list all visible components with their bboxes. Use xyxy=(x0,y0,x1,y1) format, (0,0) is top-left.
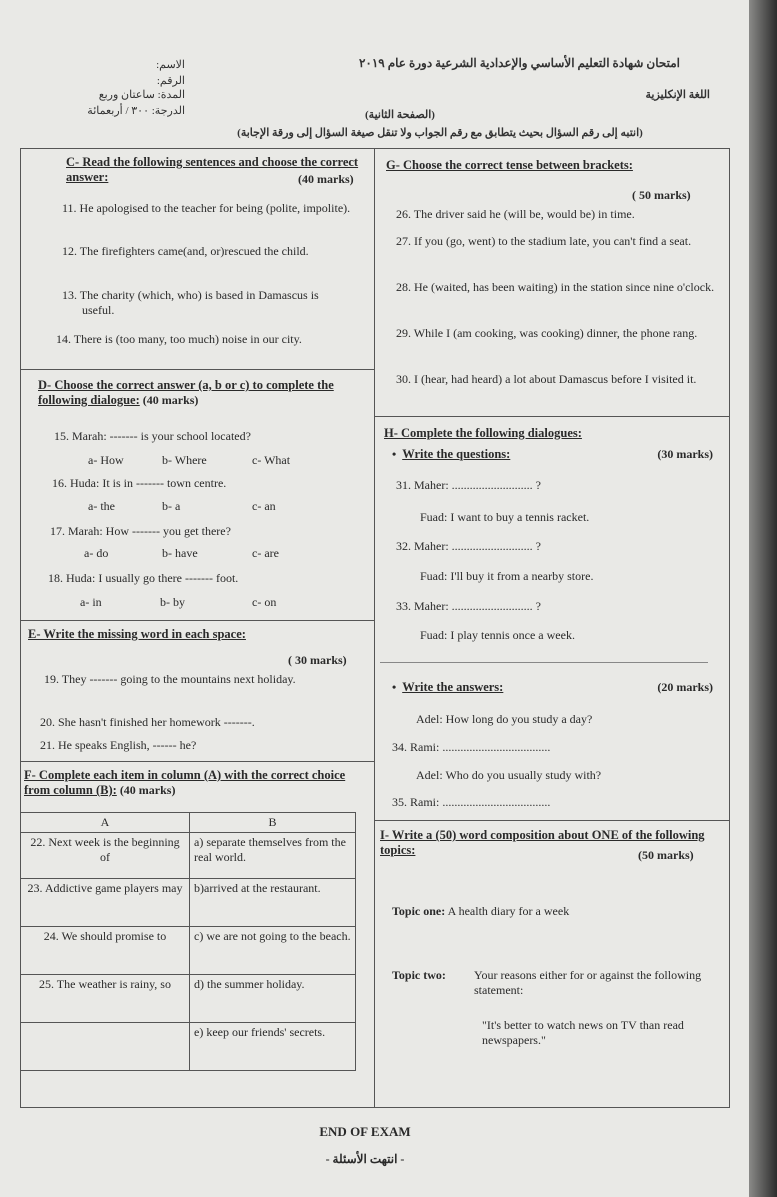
question-12: 12. The firefighters came(and, or)rescued the child. xyxy=(62,244,309,258)
column-a-header: A xyxy=(21,813,190,833)
question-27: 27. If you (go, went) to the stadium late, you can't find a seat. xyxy=(396,234,692,248)
section-g-marks: ( 50 marks) xyxy=(632,188,691,202)
match-b-d: d) the summer holiday. xyxy=(190,975,356,1023)
question-28: 28. He (waited, has been waiting) in the station since nine o'clock. xyxy=(396,280,715,294)
match-b-b: b)arrived at the restaurant. xyxy=(190,879,356,927)
end-of-exam: END OF EXAM xyxy=(319,1124,411,1139)
question-26: 26. The driver said he (will be, would be) in time. xyxy=(396,207,635,221)
q18-option-b: b- by xyxy=(160,595,185,609)
question-11: 11. He apologised to the teacher for being (polite, impolite). xyxy=(62,201,351,215)
section-i-title: I- Write a (50) word composition about ONE of the following topics: xyxy=(380,828,705,857)
mark-label: الدرجة: ٣٠٠ / أربعمائة xyxy=(87,105,185,117)
q15-option-c: c- What xyxy=(252,453,291,467)
match-a-24: 24. We should promise to xyxy=(21,927,190,975)
matching-table xyxy=(20,812,356,1071)
match-a-empty xyxy=(21,1023,190,1071)
question-32: 32. Maher: ........................... ? xyxy=(396,539,541,553)
background-edge xyxy=(749,0,777,1197)
q16-option-b: b- a xyxy=(162,499,181,513)
page-label: (الصفحة الثانية) xyxy=(365,109,435,121)
q16-option-a: a- the xyxy=(88,499,115,513)
number-label: الرقم: xyxy=(156,75,185,87)
answer-31: Fuad: I want to buy a tennis racket. xyxy=(420,510,590,524)
match-b-a: a) separate themselves from the real world. xyxy=(190,833,356,879)
subject-label: اللغة الإنكليزية xyxy=(645,89,710,101)
question-30: 30. I (hear, had heard) a lot about Damascus before I visited it. xyxy=(396,372,697,386)
question-15: 15. Marah: ------- is your school located? xyxy=(54,429,251,443)
q17-option-c: c- are xyxy=(252,546,279,560)
write-answers-label: • Write the answers: (20 marks) xyxy=(392,680,713,694)
q15-option-a: a- How xyxy=(88,453,124,467)
match-a-22: 22. Next week is the beginning of xyxy=(21,833,190,879)
section-h-divider xyxy=(374,416,730,417)
section-c-title: C- Read the following sentences and choose the correct answer: xyxy=(66,155,359,184)
match-a-23: 23. Addictive game players may xyxy=(21,879,190,927)
section-e-title: E- Write the missing word in each space: xyxy=(28,627,246,641)
section-e-marks: ( 30 marks) xyxy=(288,653,347,667)
question-19: 19. They ------- going to the mountains next holiday. xyxy=(44,672,296,686)
duration-label: المدة: ساعتان وربع xyxy=(98,89,185,101)
match-b-c: c) we are not going to the beach. xyxy=(190,927,356,975)
match-a-25: 25. The weather is rainy, so xyxy=(21,975,190,1023)
answer-32: Fuad: I'll buy it from a nearby store. xyxy=(420,569,594,583)
question-33: 33. Maher: ........................... ? xyxy=(396,599,541,613)
q16-option-c: c- an xyxy=(252,499,276,513)
prompt-34: Adel: How long do you study a day? xyxy=(416,712,593,726)
question-13: 13. The charity (which, who) is based in Damascus is useful. xyxy=(62,288,319,317)
question-34: 34. Rami: .................................... xyxy=(392,740,551,754)
section-f-title: F- Complete each item in column (A) with the correct choice from column (B): (40 marks) xyxy=(24,768,346,797)
q15-option-b: b- Where xyxy=(162,453,207,467)
question-18: 18. Huda: I usually go there ------- foot. xyxy=(48,571,239,585)
question-31: 31. Maher: ........................... ? xyxy=(396,478,541,492)
question-21: 21. He speaks English, ------ he? xyxy=(40,738,197,752)
q17-option-a: a- do xyxy=(84,546,109,560)
name-label: الاسم: xyxy=(156,59,185,71)
section-h-title: H- Complete the following dialogues: xyxy=(384,426,582,440)
q17-option-b: b- have xyxy=(162,546,198,560)
q18-option-a: a- in xyxy=(80,595,102,609)
question-35: 35. Rami: .................................... xyxy=(392,795,551,809)
column-b-header: B xyxy=(190,813,356,833)
answer-33: Fuad: I play tennis once a week. xyxy=(420,628,575,642)
instruction-text: (انتبه إلى رقم السؤال بحيث يتطابق مع رقم الجواب ولا تنقل صيغة السؤال إلى ورقة الإجابة) xyxy=(237,127,643,139)
topic-two-label: Topic two: xyxy=(392,968,446,982)
question-14: 14. There is (too many, too much) noise in our city. xyxy=(56,332,302,346)
write-questions-label: • Write the questions: (30 marks) xyxy=(392,447,713,461)
section-i-marks: (50 marks) xyxy=(638,848,694,862)
section-d-title: D- Choose the correct answer (a, b or c) to complete the following dialogue: (40 marks) xyxy=(38,378,334,407)
exam-title: امتحان شهادة التعليم الأساسي والإعدادية الشرعية دورة عام ٢٠١٩ xyxy=(358,56,680,70)
dialogue-divider xyxy=(380,662,708,663)
question-20: 20. She hasn't finished her homework -------. xyxy=(40,715,255,729)
section-g-title: G- Choose the correct tense between brackets: xyxy=(386,158,633,172)
end-of-questions-ar: - انتهت الأسئلة - xyxy=(325,1152,405,1166)
section-c-marks: (40 marks) xyxy=(298,172,354,186)
topic-two-quote: "It's better to watch news on TV than read newspapers." xyxy=(482,1018,684,1047)
q18-option-c: c- on xyxy=(252,595,277,609)
topic-one: Topic one: A health diary for a week xyxy=(392,904,570,918)
section-i-box xyxy=(374,820,730,1108)
question-16: 16. Huda: It is in ------- town centre. xyxy=(52,476,227,490)
match-b-e: e) keep our friends' secrets. xyxy=(190,1023,356,1071)
topic-two: Your reasons either for or against the following statement: xyxy=(474,968,702,997)
prompt-35: Adel: Who do you usually study with? xyxy=(416,768,602,782)
question-29: 29. While I (am cooking, was cooking) dinner, the phone rang. xyxy=(396,326,698,340)
question-17: 17. Marah: How ------- you get there? xyxy=(50,524,231,538)
